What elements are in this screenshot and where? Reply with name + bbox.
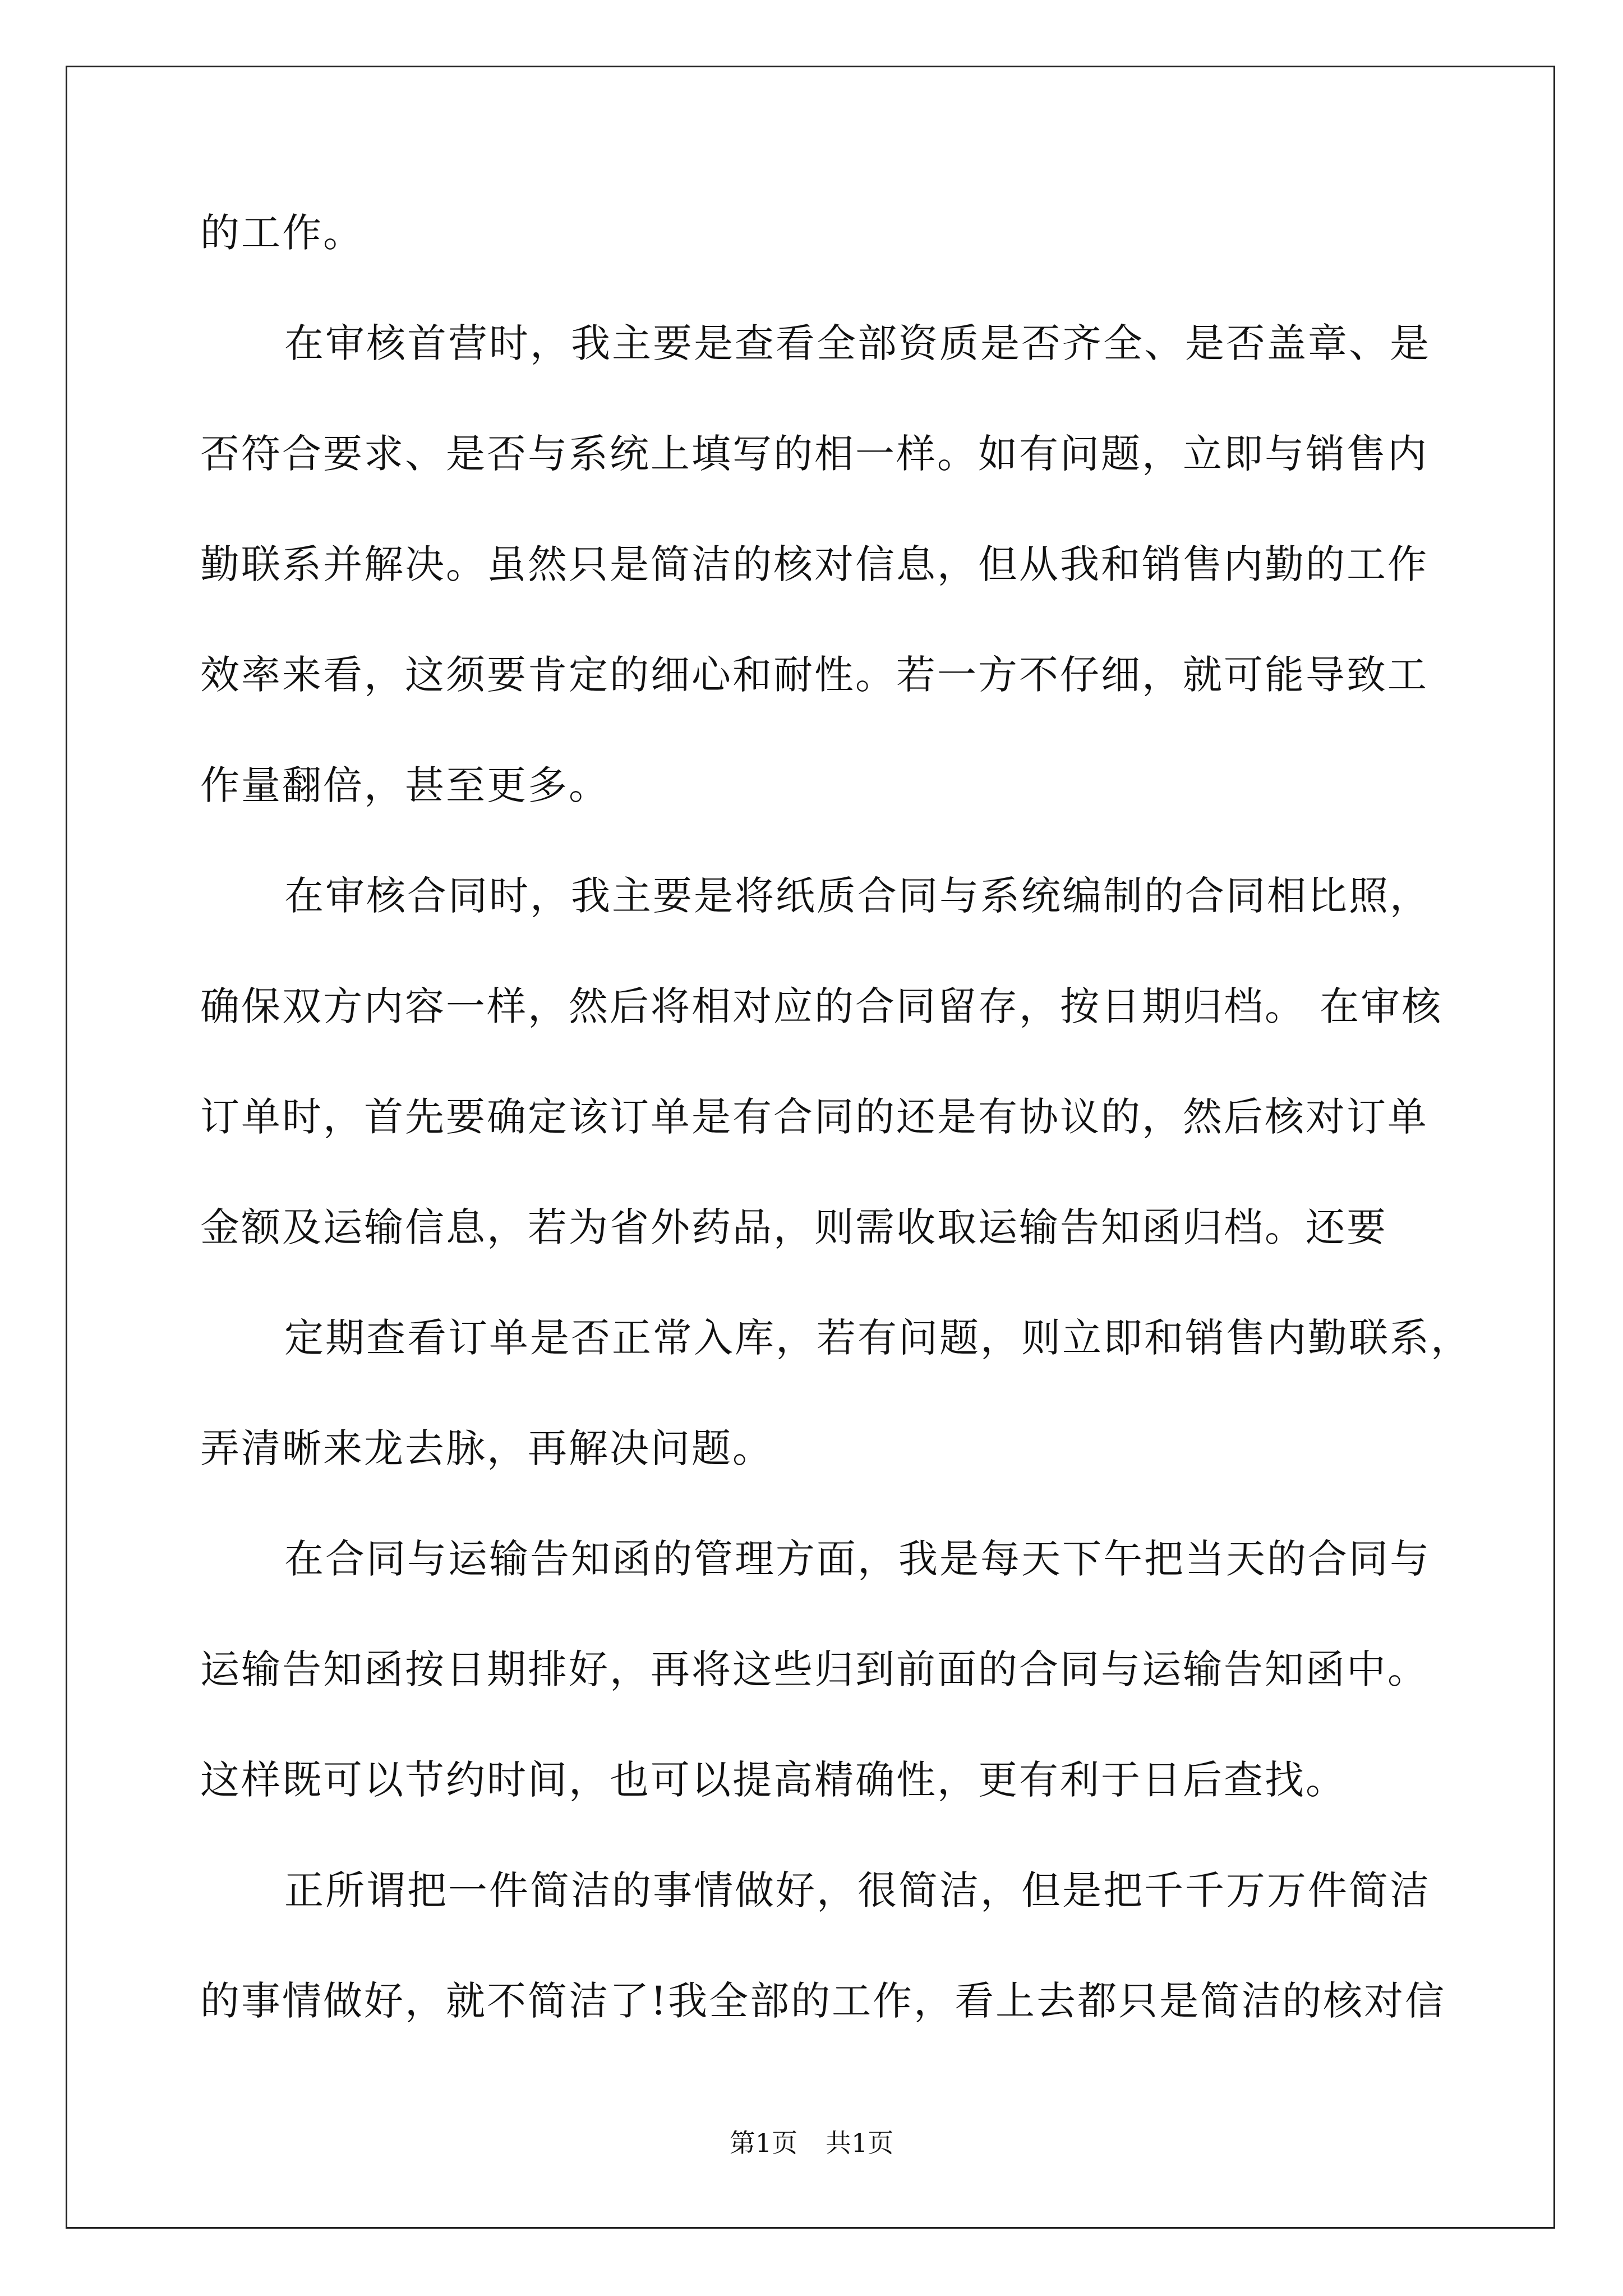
text-line: 勤联系并解决。虽然只是简洁的核对信息，但从我和销售内勤的工作: [200, 541, 1428, 587]
text-line: 在审核首营时，我主要是查看全部资质是否齐全、是否盖章、是: [284, 320, 1431, 366]
text-line: 确保双方内容一样，然后将相对应的合同留存，按日期归档。 在审核: [200, 983, 1443, 1029]
text-line: 金额及运输信息，若为省外药品，则需收取运输告知函归档。还要: [200, 1204, 1387, 1250]
text-line: 运输告知函按日期排好，再将这些归到前面的合同与运输告知函中。: [200, 1646, 1428, 1692]
text-line: 在合同与运输告知函的管理方面，我是每天下午把当天的合同与: [284, 1536, 1431, 1582]
page-total: 共1页: [826, 2128, 894, 2158]
text-line: 的事情做好，就不简洁了!我全部的工作，看上去都只是简洁的核对信: [200, 1978, 1446, 2024]
text-line: 定期查看订单是否正常入库，若有问题，则立即和销售内勤联系，: [284, 1315, 1472, 1361]
text-line: 的工作。: [200, 210, 364, 256]
text-line: 否符合要求、是否与系统上填写的相一样。如有问题，立即与销售内: [200, 431, 1428, 477]
page-number: 第1页: [729, 2128, 797, 2158]
text-line: 这样既可以节约时间，也可以提高精确性，更有利于日后查找。: [200, 1757, 1347, 1803]
text-line: 在审核合同时，我主要是将纸质合同与系统编制的合同相比照，: [284, 873, 1431, 919]
text-line: 正所谓把一件简洁的事情做好，很简洁，但是把千千万万件简洁: [284, 1867, 1431, 1913]
text-line: 订单时，首先要确定该订单是有合同的还是有协议的，然后核对订单: [200, 1094, 1428, 1140]
text-line: 作量翻倍，甚至更多。: [200, 762, 610, 808]
text-line: 效率来看，这须要肯定的细心和耐性。若一方不仔细，就可能导致工: [200, 652, 1428, 698]
page-footer: [0, 2126, 1623, 2160]
text-line: 弄清晰来龙去脉，再解决问题。: [200, 1425, 773, 1471]
